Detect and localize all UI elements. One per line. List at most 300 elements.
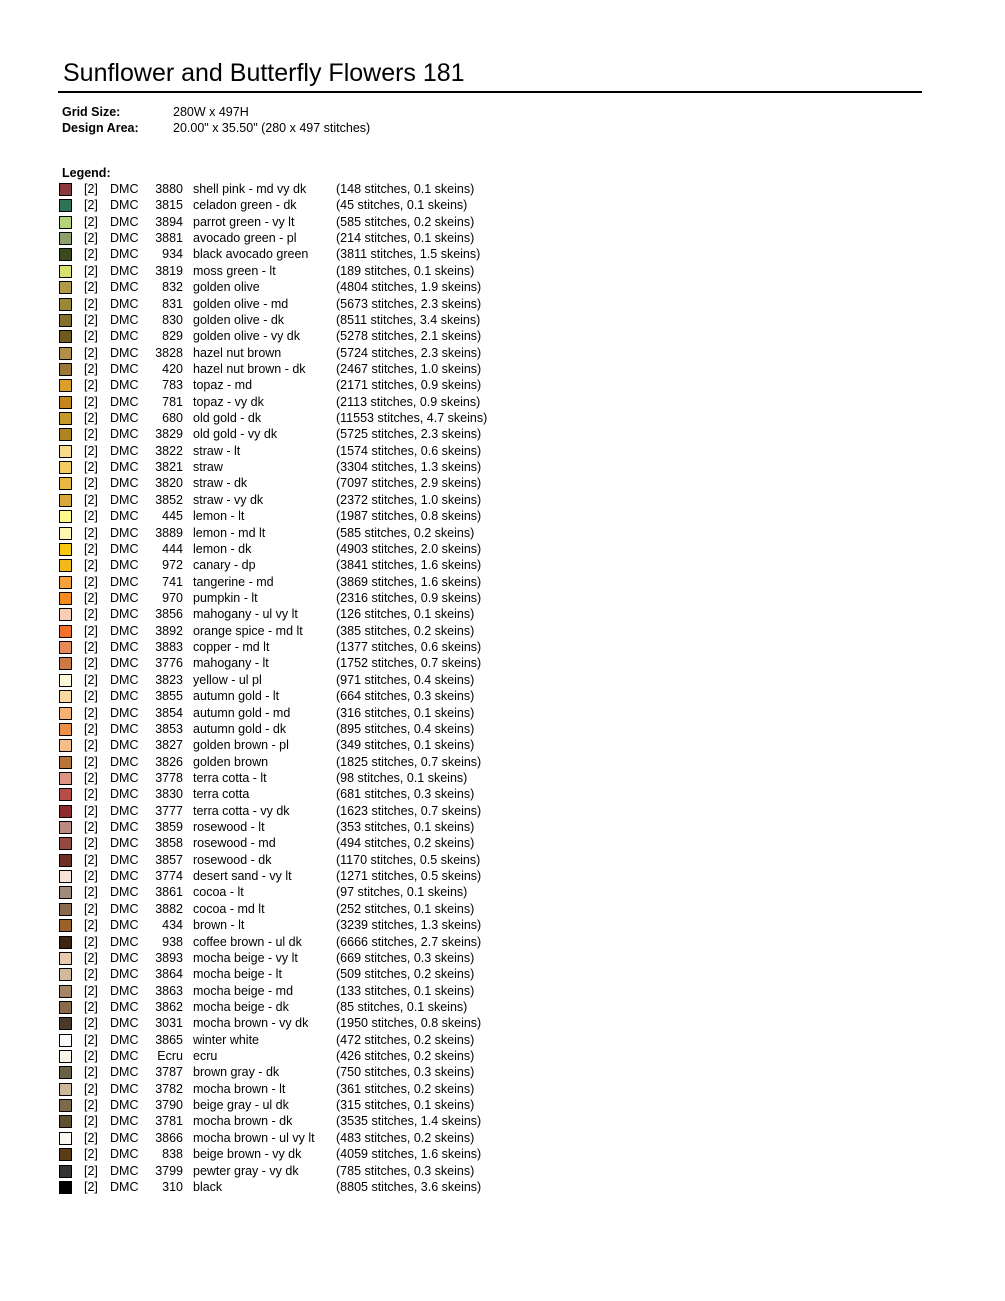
strands-count: [2] [84, 820, 98, 835]
legend-row [0, 361, 1005, 377]
strands-count: [2] [84, 1130, 98, 1145]
legend-row [0, 1081, 1005, 1097]
stitch-count: (385 stitches, 0.2 skeins) [336, 623, 475, 638]
thread-code: 832 [162, 280, 183, 295]
thread-code: 934 [162, 247, 183, 262]
legend-title: Legend: [62, 166, 111, 180]
thread-brand: DMC [110, 329, 139, 344]
color-name: beige brown - vy dk [193, 1147, 302, 1162]
stitch-count: (472 stitches, 0.2 skeins) [336, 1032, 475, 1047]
color-name: golden brown [193, 754, 269, 769]
color-name: desert sand - vy lt [193, 869, 292, 884]
legend-row [0, 426, 1005, 442]
thread-code: 3790 [155, 1098, 183, 1113]
thread-brand: DMC [110, 656, 139, 671]
color-swatch [59, 363, 72, 376]
stitch-count: (353 stitches, 0.1 skeins) [336, 820, 475, 835]
legend-row [0, 1113, 1005, 1129]
color-swatch [59, 837, 72, 850]
stitch-count: (8805 stitches, 3.6 skeins) [336, 1179, 482, 1194]
strands-count: [2] [84, 770, 98, 785]
stitch-count: (1377 stitches, 0.6 skeins) [336, 640, 482, 655]
legend-row [0, 377, 1005, 393]
thread-code: 3830 [155, 787, 183, 802]
color-swatch [59, 298, 72, 311]
thread-brand: DMC [110, 1016, 139, 1031]
legend-row [0, 1032, 1005, 1048]
thread-code: 3820 [155, 476, 183, 491]
strands-count: [2] [84, 296, 98, 311]
strands-count: [2] [84, 329, 98, 344]
color-swatch [59, 772, 72, 785]
stitch-count: (664 stitches, 0.3 skeins) [336, 689, 475, 704]
legend-row [0, 934, 1005, 950]
stitch-count: (5724 stitches, 2.3 skeins) [336, 345, 482, 360]
strands-count: [2] [84, 361, 98, 376]
legend-row [0, 574, 1005, 590]
strands-count: [2] [84, 280, 98, 295]
color-name: mocha brown - lt [193, 1081, 286, 1096]
color-name: lemon - dk [193, 541, 252, 556]
strands-count: [2] [84, 1049, 98, 1064]
thread-brand: DMC [110, 672, 139, 687]
legend-row [0, 737, 1005, 753]
color-name: golden olive [193, 280, 260, 295]
legend-row [0, 655, 1005, 671]
color-swatch [59, 886, 72, 899]
legend-row [0, 950, 1005, 966]
color-name: yellow - ul pl [193, 672, 262, 687]
strands-count: [2] [84, 1098, 98, 1113]
color-name: mahogany - lt [193, 656, 269, 671]
thread-code: 3856 [155, 607, 183, 622]
color-swatch [59, 919, 72, 932]
color-swatch [59, 690, 72, 703]
thread-code: 3882 [155, 901, 183, 916]
thread-brand: DMC [110, 950, 139, 965]
thread-brand: DMC [110, 1130, 139, 1145]
stitch-count: (1271 stitches, 0.5 skeins) [336, 869, 482, 884]
strands-count: [2] [84, 836, 98, 851]
thread-code: 3858 [155, 836, 183, 851]
color-swatch [59, 543, 72, 556]
stitch-count: (1170 stitches, 0.5 skeins) [336, 852, 481, 867]
legend-row [0, 999, 1005, 1015]
legend-row [0, 475, 1005, 491]
color-name: shell pink - md vy dk [193, 182, 307, 196]
stitch-count: (252 stitches, 0.1 skeins) [336, 901, 475, 916]
legend-row [0, 819, 1005, 835]
thread-code: 3855 [155, 689, 183, 704]
legend-row [0, 672, 1005, 688]
thread-code: 831 [162, 296, 183, 311]
stitch-count: (1752 stitches, 0.7 skeins) [336, 656, 482, 671]
thread-brand: DMC [110, 460, 139, 475]
thread-brand: DMC [110, 999, 139, 1014]
color-swatch [59, 1099, 72, 1112]
thread-code: 3863 [155, 983, 183, 998]
color-swatch [59, 445, 72, 458]
color-name: copper - md lt [193, 640, 270, 655]
thread-brand: DMC [110, 280, 139, 295]
stitch-count: (483 stitches, 0.2 skeins) [336, 1130, 475, 1145]
legend-row [0, 1130, 1005, 1146]
strands-count: [2] [84, 198, 98, 213]
thread-brand: DMC [110, 1065, 139, 1080]
legend-row [0, 754, 1005, 770]
thread-brand: DMC [110, 558, 139, 573]
stitch-count: (4903 stitches, 2.0 skeins) [336, 541, 482, 556]
color-swatch [59, 1001, 72, 1014]
strands-count: [2] [84, 411, 98, 426]
legend-row [0, 1146, 1005, 1162]
color-swatch [59, 1132, 72, 1145]
thread-brand: DMC [110, 1098, 139, 1113]
legend-row [0, 770, 1005, 786]
thread-brand: DMC [110, 361, 139, 376]
color-name: autumn gold - lt [193, 689, 280, 704]
thread-brand: DMC [110, 885, 139, 900]
page-title: Sunflower and Butterfly Flowers 181 [63, 59, 465, 87]
strands-count: [2] [84, 476, 98, 491]
stitch-count: (669 stitches, 0.3 skeins) [336, 950, 475, 965]
strands-count: [2] [84, 607, 98, 622]
color-swatch [59, 1083, 72, 1096]
color-swatch [59, 968, 72, 981]
thread-brand: DMC [110, 640, 139, 655]
color-swatch [59, 657, 72, 670]
color-name: hazel nut brown - dk [193, 361, 306, 376]
strands-count: [2] [84, 541, 98, 556]
strands-count: [2] [84, 738, 98, 753]
stitch-count: (6666 stitches, 2.7 skeins) [336, 934, 482, 949]
legend-row [0, 345, 1005, 361]
thread-code: 3852 [155, 492, 183, 507]
legend-list [0, 181, 1005, 1195]
legend-row [0, 492, 1005, 508]
color-swatch [59, 428, 72, 441]
color-name: straw - vy dk [193, 492, 264, 507]
color-swatch [59, 739, 72, 752]
legend-row [0, 623, 1005, 639]
thread-code: 3862 [155, 999, 183, 1014]
strands-count: [2] [84, 182, 98, 196]
color-swatch [59, 1165, 72, 1178]
thread-code: 3827 [155, 738, 183, 753]
strands-count: [2] [84, 803, 98, 818]
legend-row [0, 214, 1005, 230]
thread-brand: DMC [110, 182, 139, 196]
legend-row [0, 459, 1005, 475]
color-name: ecru [193, 1049, 218, 1064]
legend-row [0, 312, 1005, 328]
color-swatch [59, 1181, 72, 1194]
legend-row [0, 508, 1005, 524]
strands-count: [2] [84, 509, 98, 524]
strands-count: [2] [84, 852, 98, 867]
strands-count: [2] [84, 427, 98, 442]
color-swatch [59, 232, 72, 245]
thread-code: 434 [162, 918, 183, 933]
strands-count: [2] [84, 1147, 98, 1162]
strands-count: [2] [84, 901, 98, 916]
color-name: straw - dk [193, 476, 248, 491]
strands-count: [2] [84, 640, 98, 655]
color-name: hazel nut brown [193, 345, 282, 360]
thread-brand: DMC [110, 770, 139, 785]
color-name: winter white [193, 1032, 259, 1047]
color-name: terra cotta [193, 787, 250, 802]
thread-code: Ecru [157, 1049, 183, 1064]
color-name: topaz - vy dk [193, 394, 264, 409]
thread-code: 938 [162, 934, 183, 949]
stitch-count: (785 stitches, 0.3 skeins) [336, 1163, 475, 1178]
thread-code: 3880 [155, 182, 183, 196]
color-swatch [59, 330, 72, 343]
stitch-count: (426 stitches, 0.2 skeins) [336, 1049, 475, 1064]
color-name: autumn gold - dk [193, 721, 287, 736]
thread-code: 3781 [155, 1114, 183, 1129]
thread-brand: DMC [110, 296, 139, 311]
thread-brand: DMC [110, 1114, 139, 1129]
thread-code: 970 [162, 590, 183, 605]
color-swatch [59, 183, 72, 196]
color-swatch [59, 870, 72, 883]
legend-row [0, 803, 1005, 819]
color-name: old gold - dk [193, 411, 262, 426]
thread-brand: DMC [110, 623, 139, 638]
color-name: rosewood - lt [193, 820, 265, 835]
color-swatch [59, 199, 72, 212]
thread-brand: DMC [110, 1163, 139, 1178]
thread-brand: DMC [110, 231, 139, 246]
thread-code: 3799 [155, 1163, 183, 1178]
strands-count: [2] [84, 885, 98, 900]
color-name: cocoa - lt [193, 885, 244, 900]
color-swatch [59, 952, 72, 965]
legend-row [0, 1048, 1005, 1064]
color-name: golden brown - pl [193, 738, 289, 753]
color-swatch [59, 494, 72, 507]
thread-brand: DMC [110, 541, 139, 556]
color-swatch [59, 756, 72, 769]
stitch-count: (4804 stitches, 1.9 skeins) [336, 280, 482, 295]
thread-code: 3819 [155, 263, 183, 278]
stitch-count: (895 stitches, 0.4 skeins) [336, 721, 475, 736]
color-name: coffee brown - ul dk [193, 934, 302, 949]
thread-code: 445 [162, 509, 183, 524]
thread-code: 3854 [155, 705, 183, 720]
strands-count: [2] [84, 1179, 98, 1194]
color-name: cocoa - md lt [193, 901, 265, 916]
stitch-count: (3869 stitches, 1.6 skeins) [336, 574, 482, 589]
strands-count: [2] [84, 999, 98, 1014]
thread-code: 3787 [155, 1065, 183, 1080]
thread-brand: DMC [110, 427, 139, 442]
thread-brand: DMC [110, 918, 139, 933]
color-name: mocha beige - vy lt [193, 950, 298, 965]
color-swatch [59, 347, 72, 360]
thread-brand: DMC [110, 525, 139, 540]
color-swatch [59, 1017, 72, 1030]
thread-code: 741 [162, 574, 183, 589]
thread-brand: DMC [110, 607, 139, 622]
color-name: orange spice - md lt [193, 623, 303, 638]
thread-brand: DMC [110, 869, 139, 884]
color-swatch [59, 625, 72, 638]
color-swatch [59, 723, 72, 736]
strands-count: [2] [84, 247, 98, 262]
color-name: topaz - md [193, 378, 253, 393]
strands-count: [2] [84, 869, 98, 884]
thread-brand: DMC [110, 476, 139, 491]
stitch-count: (3239 stitches, 1.3 skeins) [336, 918, 482, 933]
legend-row [0, 917, 1005, 933]
thread-brand: DMC [110, 198, 139, 213]
thread-brand: DMC [110, 509, 139, 524]
thread-brand: DMC [110, 345, 139, 360]
legend-row [0, 705, 1005, 721]
stitch-count: (8511 stitches, 3.4 skeins) [336, 312, 481, 327]
color-name: tangerine - md [193, 574, 274, 589]
color-swatch [59, 461, 72, 474]
stitch-count: (1950 stitches, 0.8 skeins) [336, 1016, 482, 1031]
thread-code: 3815 [155, 198, 183, 213]
color-name: straw [193, 460, 223, 475]
strands-count: [2] [84, 231, 98, 246]
legend-row [0, 590, 1005, 606]
legend-row [0, 394, 1005, 410]
stitch-count: (681 stitches, 0.3 skeins) [336, 787, 475, 802]
color-name: pumpkin - lt [193, 590, 258, 605]
color-name: brown - lt [193, 918, 245, 933]
strands-count: [2] [84, 263, 98, 278]
thread-brand: DMC [110, 1179, 139, 1194]
color-swatch [59, 477, 72, 490]
legend-row [0, 263, 1005, 279]
thread-code: 3782 [155, 1081, 183, 1096]
color-swatch [59, 265, 72, 278]
color-name: straw - lt [193, 443, 241, 458]
thread-code: 3864 [155, 967, 183, 982]
stitch-count: (509 stitches, 0.2 skeins) [336, 967, 475, 982]
color-name: terra cotta - vy dk [193, 803, 290, 818]
stitch-count: (2316 stitches, 0.9 skeins) [336, 590, 482, 605]
color-name: black [193, 1179, 223, 1194]
thread-brand: DMC [110, 901, 139, 916]
color-swatch [59, 281, 72, 294]
color-name: old gold - vy dk [193, 427, 278, 442]
legend-row [0, 835, 1005, 851]
color-name: brown gray - dk [193, 1065, 280, 1080]
legend-row [0, 983, 1005, 999]
color-swatch [59, 379, 72, 392]
thread-code: 783 [162, 378, 183, 393]
strands-count: [2] [84, 950, 98, 965]
thread-code: 3774 [155, 869, 183, 884]
color-swatch [59, 1050, 72, 1063]
thread-brand: DMC [110, 492, 139, 507]
stitch-count: (4059 stitches, 1.6 skeins) [336, 1147, 482, 1162]
stitch-count: (98 stitches, 0.1 skeins) [336, 770, 468, 785]
thread-code: 3853 [155, 721, 183, 736]
color-name: lemon - md lt [193, 525, 266, 540]
stitch-count: (349 stitches, 0.1 skeins) [336, 738, 475, 753]
thread-code: 3889 [155, 525, 183, 540]
stitch-count: (214 stitches, 0.1 skeins) [336, 231, 475, 246]
color-swatch [59, 821, 72, 834]
color-name: rosewood - dk [193, 852, 272, 867]
thread-code: 3777 [155, 803, 183, 818]
legend-row [0, 1097, 1005, 1113]
strands-count: [2] [84, 656, 98, 671]
legend-row [0, 525, 1005, 541]
design-area-label: Design Area: [62, 121, 139, 135]
thread-brand: DMC [110, 836, 139, 851]
strands-count: [2] [84, 1114, 98, 1129]
thread-code: 3883 [155, 640, 183, 655]
legend-row [0, 1064, 1005, 1080]
title-divider [58, 91, 922, 93]
grid-size-value: 280W x 497H [173, 105, 249, 119]
legend-row [0, 181, 1005, 197]
color-swatch [59, 805, 72, 818]
color-swatch [59, 903, 72, 916]
thread-code: 838 [162, 1147, 183, 1162]
thread-brand: DMC [110, 411, 139, 426]
strands-count: [2] [84, 623, 98, 638]
stitch-count: (5673 stitches, 2.3 skeins) [336, 296, 482, 311]
strands-count: [2] [84, 590, 98, 605]
strands-count: [2] [84, 1065, 98, 1080]
strands-count: [2] [84, 721, 98, 736]
stitch-count: (5725 stitches, 2.3 skeins) [336, 427, 482, 442]
thread-code: 3776 [155, 656, 183, 671]
legend-row [0, 443, 1005, 459]
thread-brand: DMC [110, 1081, 139, 1096]
color-swatch [59, 248, 72, 261]
color-swatch [59, 1148, 72, 1161]
strands-count: [2] [84, 934, 98, 949]
stitch-count: (3811 stitches, 1.5 skeins) [336, 247, 481, 262]
legend-row [0, 721, 1005, 737]
stitch-count: (97 stitches, 0.1 skeins) [336, 885, 468, 900]
thread-brand: DMC [110, 263, 139, 278]
thread-brand: DMC [110, 1032, 139, 1047]
strands-count: [2] [84, 918, 98, 933]
legend-row [0, 1163, 1005, 1179]
color-name: beige gray - ul dk [193, 1098, 289, 1113]
stitch-count: (3535 stitches, 1.4 skeins) [336, 1114, 482, 1129]
legend-row [0, 541, 1005, 557]
legend-row [0, 279, 1005, 295]
color-swatch [59, 1066, 72, 1079]
thread-code: 781 [162, 394, 183, 409]
strands-count: [2] [84, 787, 98, 802]
legend-row [0, 688, 1005, 704]
color-swatch [59, 314, 72, 327]
thread-brand: DMC [110, 754, 139, 769]
stitch-count: (316 stitches, 0.1 skeins) [336, 705, 475, 720]
color-name: mocha beige - lt [193, 967, 282, 982]
strands-count: [2] [84, 705, 98, 720]
thread-brand: DMC [110, 787, 139, 802]
strands-count: [2] [84, 1163, 98, 1178]
legend-row [0, 296, 1005, 312]
stitch-count: (1825 stitches, 0.7 skeins) [336, 754, 482, 769]
thread-brand: DMC [110, 803, 139, 818]
thread-code: 3828 [155, 345, 183, 360]
